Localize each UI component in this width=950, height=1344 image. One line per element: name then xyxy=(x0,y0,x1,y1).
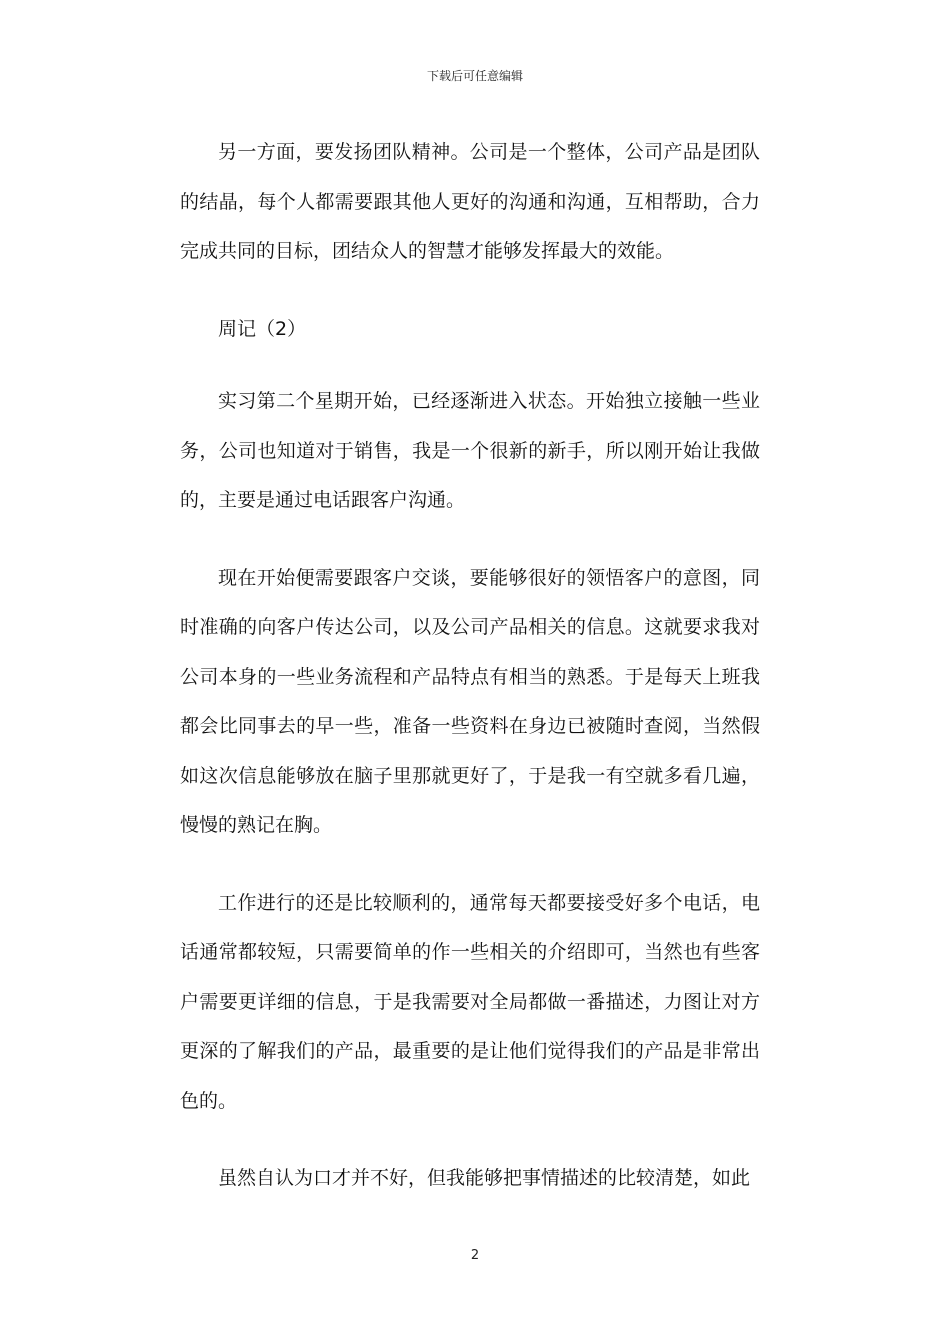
page-number: 2 xyxy=(470,1248,480,1263)
paragraph-teamwork: 另一方面，要发扬团队精神。公司是一个整体，公司产品是团队的结晶，每个人都需要跟其他人更好的沟通和沟通，互相帮助，合力完成共同的目标，团结众人的智慧才能够发挥最大的效能。 xyxy=(180,141,760,262)
paragraph-second-week: 实习第二个星期开始，已经逐渐进入状态。开始独立接触一些业务，公司也知道对于销售，我是一个很新的新手，所以刚开始让我做的，主要是通过电话跟客户沟通。 xyxy=(180,390,760,511)
paragraph-phone-work: 工作进行的还是比较顺利的，通常每天都要接受好多个电话，电话通常都较短，只需要简单的作一些相关的介绍即可，当然也有些客户需要更详细的信息，于是我需要对全局都做一番描述，力图让对方更深的了解我们的产品，最重要的是让他们觉得我们的产品是非常出色的。 xyxy=(180,891,760,1112)
section-heading-weekly-note-2: 周记（2） xyxy=(218,317,307,340)
paragraph-customer-communication: 现在开始便需要跟客户交谈，要能够很好的领悟客户的意图，同时准确的向客户传达公司，以及公司产品相关的信息。这就要求我对公司本身的一些业务流程和产品特点有相当的熟悉。于是每天上班我都会比同事去的早一些，准备一些资料在身边已被随时查阅，当然假如这次信息能够放在脑子里那就更好了，于是我一有空就多看几遍，慢慢的熟记在胸。 xyxy=(180,566,760,836)
document-body xyxy=(180,128,760,1232)
paragraph-speaking-ability: 虽然自认为口才并不好，但我能够把事情描述的比较清楚，如此 xyxy=(218,1167,751,1189)
page-header: 下载后可任意编辑 xyxy=(426,69,523,83)
